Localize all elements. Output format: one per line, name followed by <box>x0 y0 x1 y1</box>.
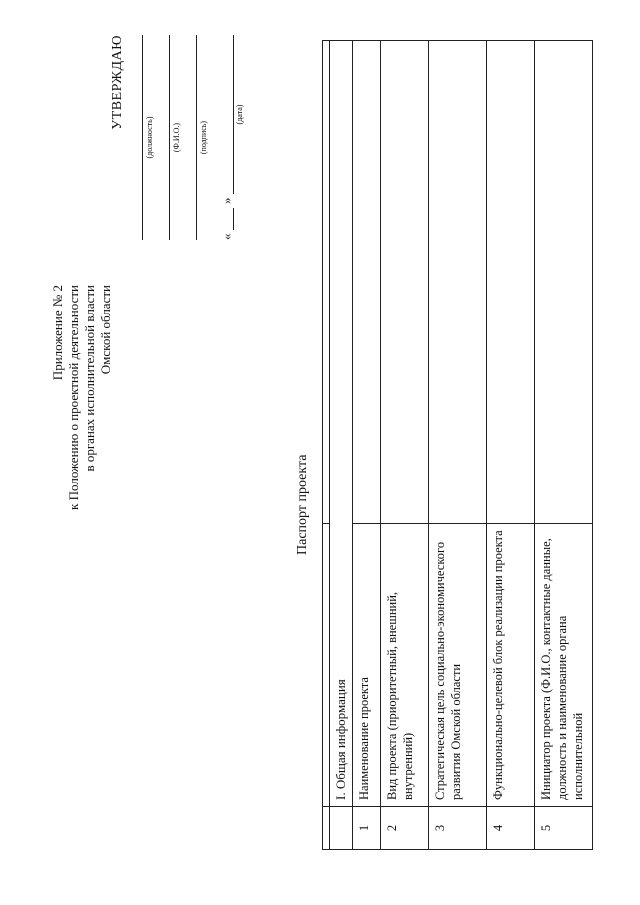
row-number: 5 <box>535 807 593 850</box>
row-label: Вид проекта (приоритетный, внешний, внутренний) <box>381 524 429 807</box>
signature-caption: (подпись) <box>199 120 208 155</box>
table-row <box>381 41 429 850</box>
header-label-cell <box>323 524 330 807</box>
appendix-block <box>50 285 114 510</box>
row-number: 3 <box>429 807 487 850</box>
date-close-quote: » <box>219 197 234 204</box>
approval-title: УТВЕРЖДАЮ <box>110 35 125 130</box>
date-underline <box>233 35 234 194</box>
row-number: 4 <box>487 807 535 850</box>
passport-table <box>322 40 593 850</box>
table-row <box>429 41 487 850</box>
section-num-cell <box>330 807 353 850</box>
day-underline <box>233 208 234 230</box>
appendix-line: Омской области <box>98 285 113 375</box>
row-number: 1 <box>353 807 381 850</box>
position-caption: (должность) <box>145 116 154 159</box>
section-row <box>330 41 353 850</box>
row-value <box>353 41 381 524</box>
document-title: Паспорт проекта <box>295 454 310 555</box>
appendix-line: Приложение № 2 <box>50 285 65 381</box>
header-num-cell <box>323 807 330 850</box>
date-open-quote: « <box>219 233 234 240</box>
name-line <box>169 35 196 240</box>
approval-block <box>110 35 244 240</box>
date-line <box>219 35 244 240</box>
row-label: Инициатор проекта (Ф.И.О., контактные данные, должность и наименование органа исполнительной <box>535 524 593 807</box>
table-row <box>353 41 381 850</box>
appendix-line: к Положению о проектной деятельности <box>66 285 81 510</box>
row-label: Наименование проекта <box>353 524 381 807</box>
row-label: Стратегическая цель социально-экономического развития Омской области <box>429 524 487 807</box>
position-line <box>142 35 169 240</box>
appendix-line: в органах исполнительной власти <box>82 285 97 472</box>
row-value <box>535 41 593 524</box>
signature-line <box>196 35 223 240</box>
date-caption: (дата) <box>235 104 244 125</box>
name-caption: (Ф.И.О.) <box>172 122 181 153</box>
section-title: I. Общая информация <box>330 41 353 807</box>
row-value <box>487 41 535 524</box>
header-value-cell <box>323 41 330 524</box>
row-value <box>381 41 429 524</box>
row-number: 2 <box>381 807 429 850</box>
row-label: Функционально-целевой блок реализации проекта <box>487 524 535 807</box>
row-value <box>429 41 487 524</box>
table-row <box>487 41 535 850</box>
table-row <box>535 41 593 850</box>
table-header-row <box>323 41 330 850</box>
